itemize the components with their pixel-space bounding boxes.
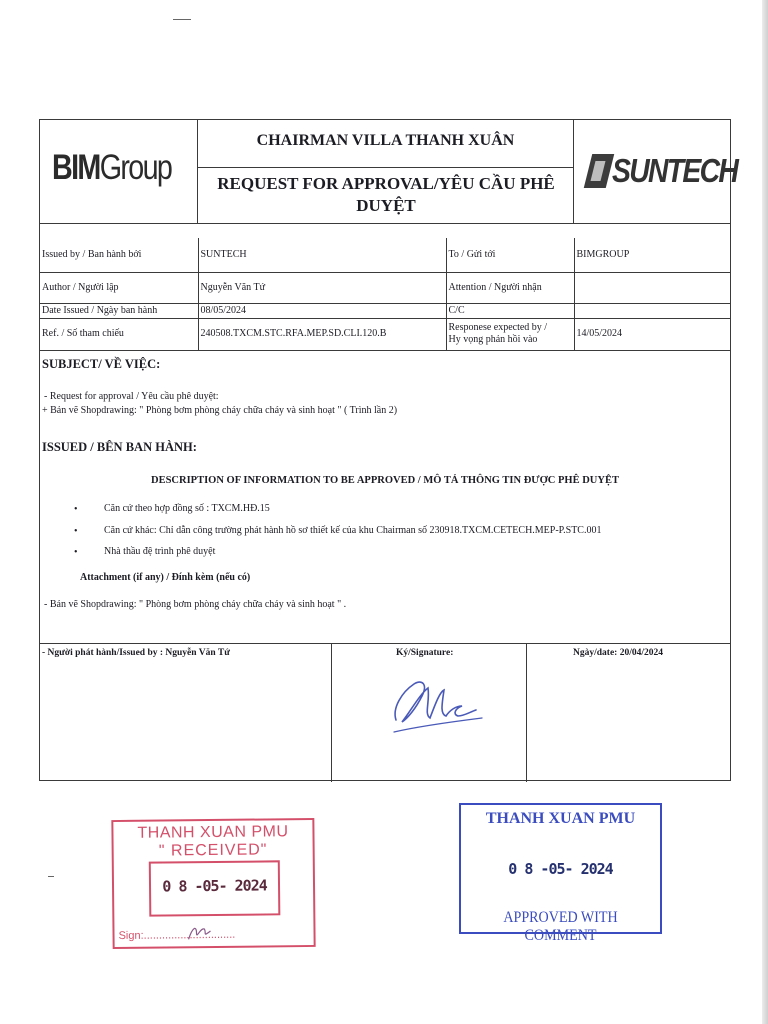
date-issued-label: Date Issued / Ngày ban hành bbox=[40, 303, 198, 318]
scan-speck bbox=[173, 19, 191, 20]
table-row bbox=[40, 272, 730, 303]
bullet-other-basis: Căn cứ khác: Chỉ dẫn công trường phát hành hồ sơ thiết kế của khu Chairman số 230918.TXCM.CETECH.MEP-P.STC.001 bbox=[104, 525, 602, 536]
issuer-cell bbox=[40, 644, 332, 782]
table-row bbox=[40, 303, 730, 318]
author-value: Nguyễn Văn Tứ bbox=[198, 272, 446, 303]
approved-stamp-status: APPROVED WITH COMMENT bbox=[503, 909, 618, 944]
suntech-logo: SUNTECH bbox=[588, 152, 758, 190]
received-sign-line: Sign:.............................. bbox=[118, 928, 236, 942]
page-edge bbox=[762, 0, 768, 1024]
project-title: CHAIRMAN VILLA THANH XUÂN bbox=[256, 132, 515, 149]
document-title: REQUEST FOR APPROVAL/YÊU CẦU PHÊ DUYỆT bbox=[217, 174, 555, 215]
signature-label: Ký/Signature: bbox=[396, 648, 454, 658]
attachment-label: Attachment (if any) / Đính kèm (nếu có) bbox=[80, 572, 251, 583]
bullet-contract: Căn cứ theo hợp đồng số : TXCM.HĐ.15 bbox=[104, 503, 270, 514]
list-item: • bbox=[74, 526, 78, 537]
issued-heading: ISSUED / BÊN BAN HÀNH: bbox=[42, 440, 197, 454]
table-row bbox=[40, 238, 730, 272]
received-date-box bbox=[149, 860, 281, 916]
title-divider bbox=[198, 167, 573, 168]
initials-scribble bbox=[184, 921, 214, 943]
cc-label: C/C bbox=[446, 303, 574, 318]
suntech-mark-icon bbox=[584, 154, 614, 188]
ref-value: 240508.TXCM.STC.RFA.MEP.SD.CLI.120.B bbox=[198, 318, 446, 350]
date-issued-value: 08/05/2024 bbox=[198, 303, 446, 318]
approved-date: 0 8 -05- 2024 bbox=[508, 860, 613, 878]
to-value: BIMGROUP bbox=[574, 238, 730, 272]
description-title: DESCRIPTION OF INFORMATION TO BE APPROVED / MÔ TẢ THÔNG TIN ĐƯỢC PHÊ DUYỆT bbox=[151, 475, 619, 486]
suntech-logo-cell bbox=[574, 120, 738, 224]
received-stamp-status: " RECEIVED" bbox=[158, 841, 268, 860]
bimgroup-logo: BIMGroup bbox=[52, 148, 172, 187]
table-row bbox=[40, 318, 730, 350]
ref-label: Ref. / Số tham chiếu bbox=[40, 318, 198, 350]
received-stamp bbox=[111, 818, 315, 949]
bullet-contractor: Nhà thầu đệ trình phê duyệt bbox=[104, 546, 216, 557]
cc-value bbox=[574, 303, 730, 318]
rfa-document bbox=[39, 119, 738, 781]
issuer-label: - Người phát hành/Issued by : Nguyễn Văn Tứ bbox=[42, 648, 230, 658]
info-table bbox=[40, 238, 730, 351]
response-expected-label: Responese expected by / Hy vọng phản hồi vào bbox=[446, 318, 574, 350]
scan-speck bbox=[48, 876, 54, 877]
attention-label: Attention / Người nhận bbox=[446, 272, 574, 303]
issued-by-label: Issued by / Ban hành bởi bbox=[40, 238, 198, 272]
subject-line-2: + Bản vẽ Shopdrawing: " Phòng bơm phòng cháy chữa cháy và sinh hoạt " ( Trình lần 2) bbox=[42, 405, 398, 416]
response-expected-value: 14/05/2024 bbox=[574, 318, 730, 350]
issued-by-value: SUNTECH bbox=[198, 238, 446, 272]
attention-value bbox=[574, 272, 730, 303]
to-label: To / Gửi tới bbox=[446, 238, 574, 272]
approved-stamp bbox=[459, 803, 662, 944]
received-date: 0 8 -05- 2024 bbox=[162, 876, 267, 896]
document-header bbox=[40, 120, 738, 224]
list-item: • bbox=[74, 504, 78, 515]
handwritten-signature bbox=[390, 668, 490, 740]
received-stamp-org: THANH XUAN PMU bbox=[137, 823, 289, 842]
subject-heading: SUBJECT/ VỀ VIỆC: bbox=[42, 357, 161, 371]
signature-block bbox=[40, 643, 730, 781]
attachment-line: - Bản vẽ Shopdrawing: " Phòng bơm phòng cháy chữa cháy và sinh hoạt " . bbox=[44, 599, 347, 610]
signature-date-label: Ngày/date: 20/04/2024 bbox=[573, 648, 663, 658]
author-label: Author / Người lập bbox=[40, 272, 198, 303]
title-cell bbox=[198, 120, 574, 224]
subject-line-1: - Request for approval / Yêu cầu phê duyệt: bbox=[44, 391, 219, 402]
bimgroup-logo-cell bbox=[40, 120, 198, 224]
signature-cell bbox=[332, 644, 527, 782]
approved-stamp-org: THANH XUAN PMU bbox=[485, 810, 636, 827]
list-item: • bbox=[74, 547, 78, 558]
date-cell bbox=[527, 644, 730, 782]
